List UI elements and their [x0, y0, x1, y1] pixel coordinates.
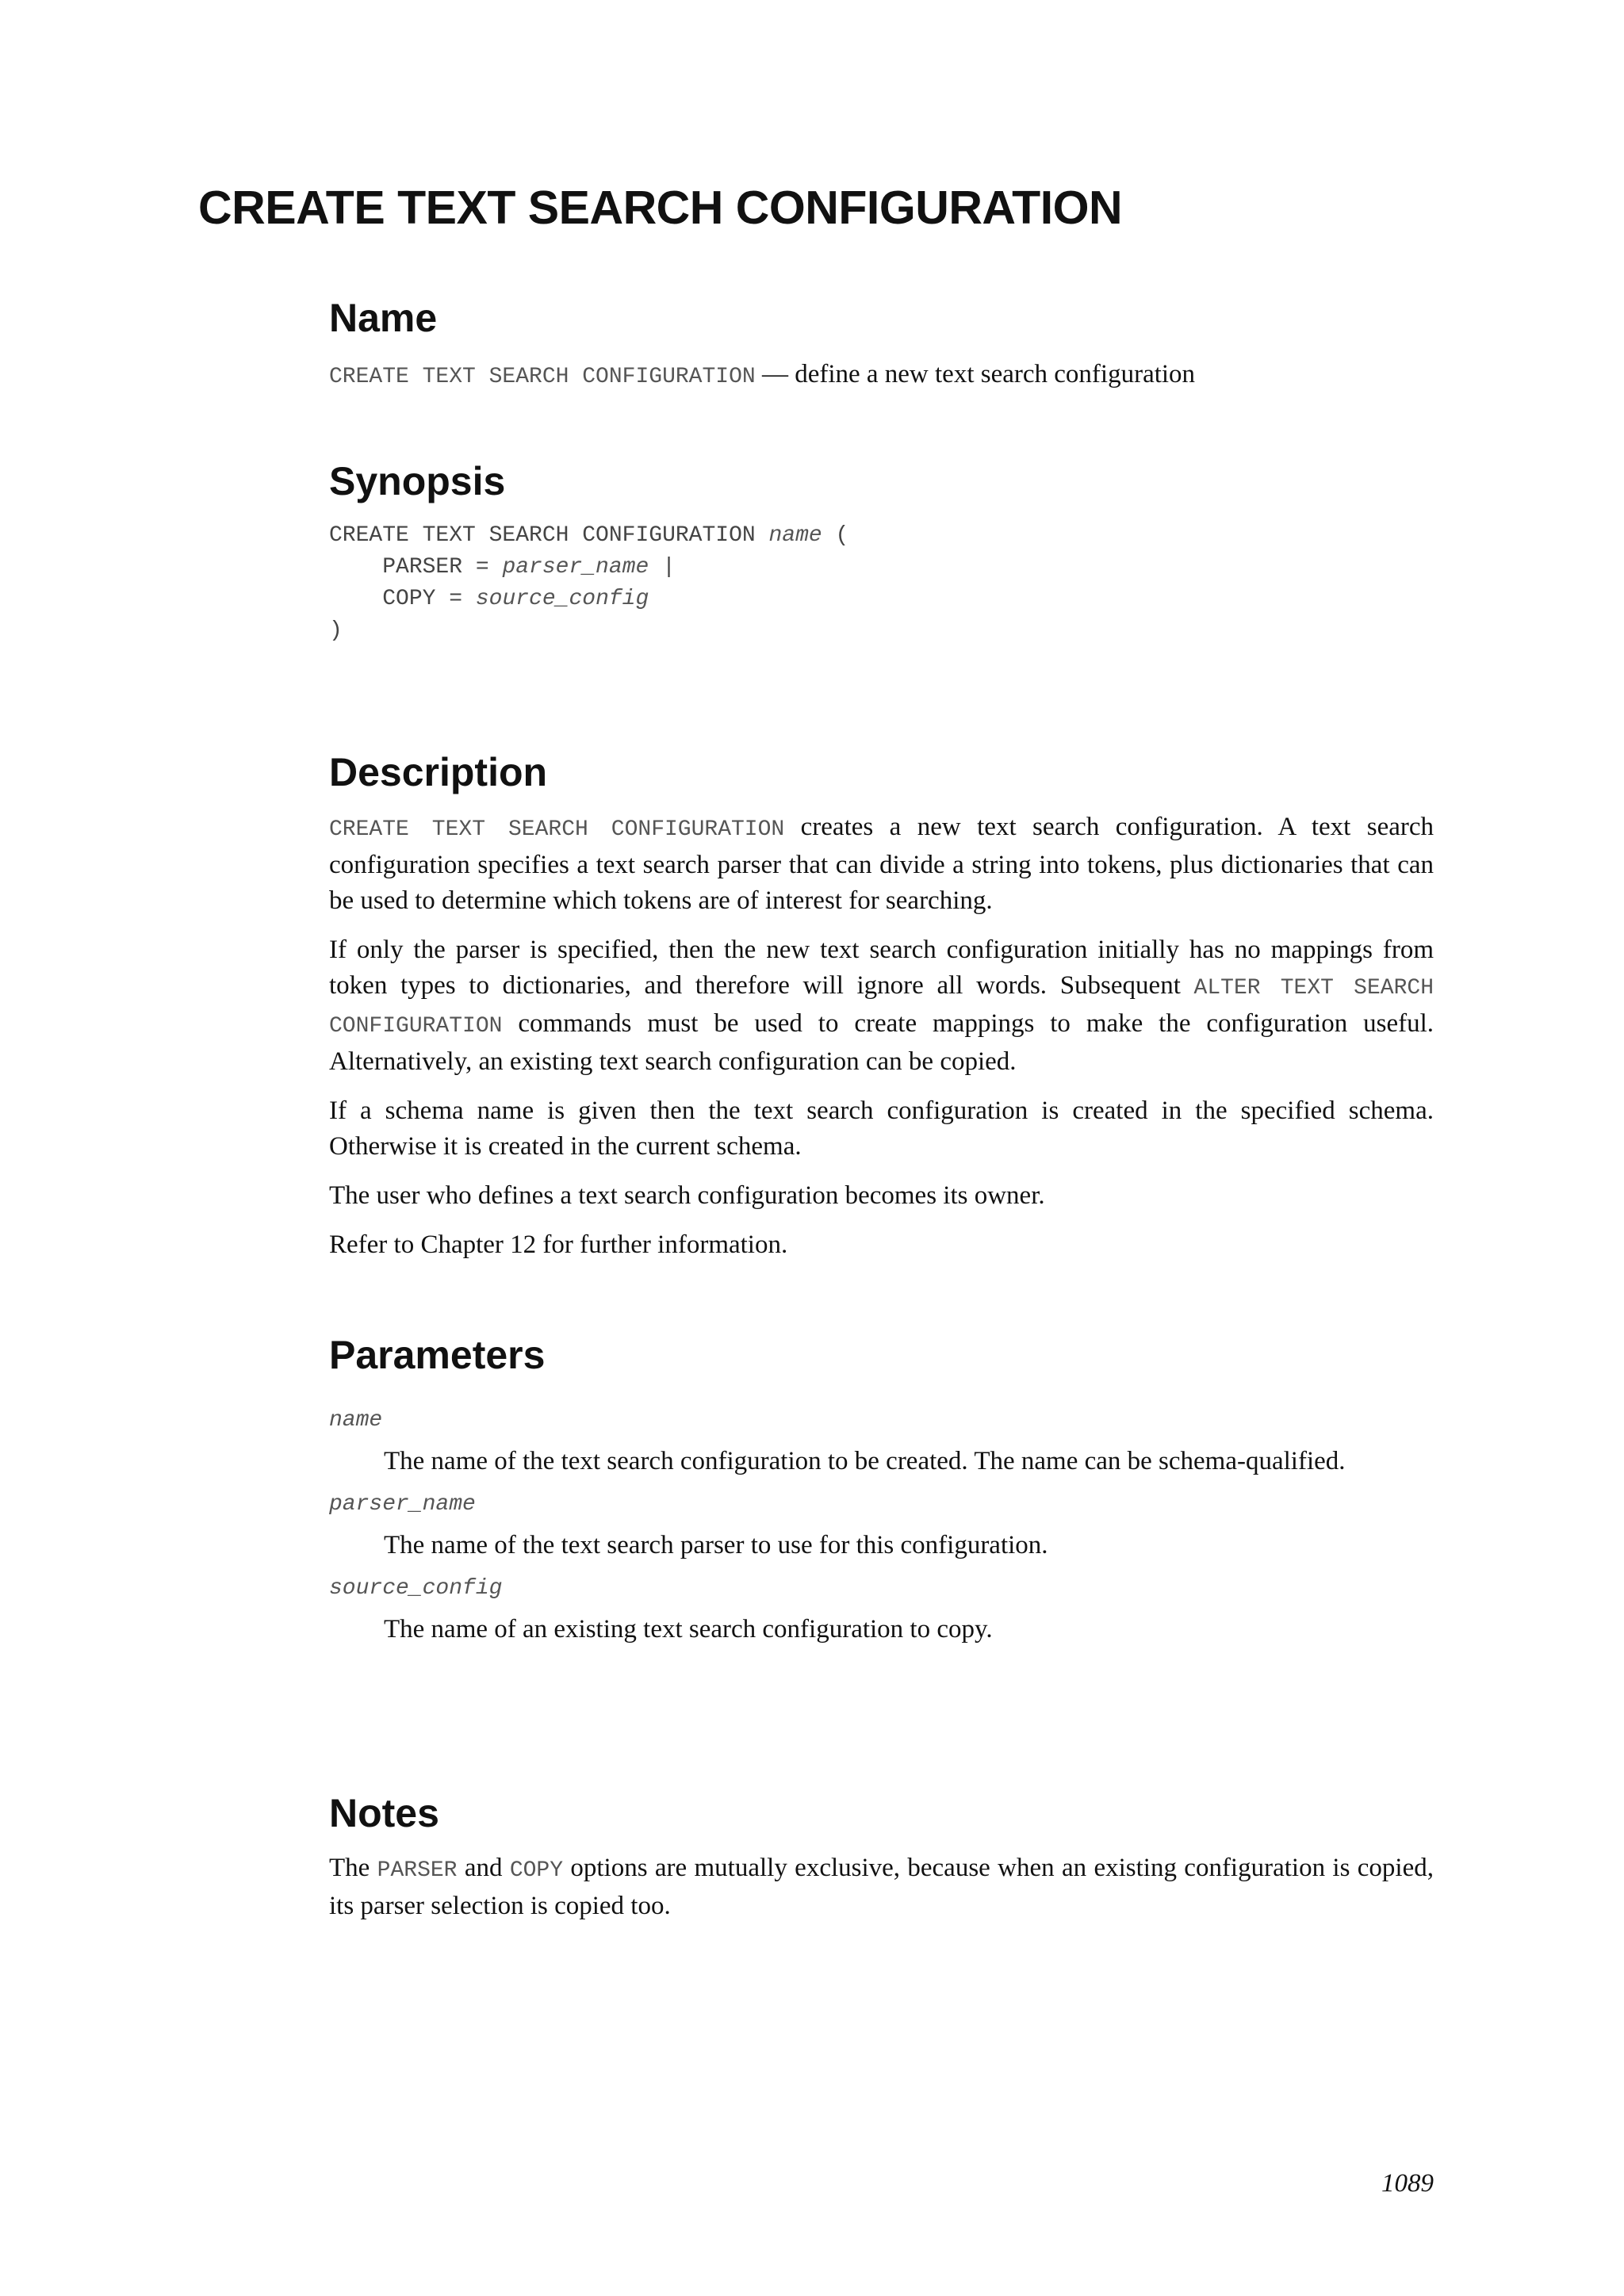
synopsis-parser-name-placeholder: parser_name — [502, 555, 649, 580]
parameter-term-name: name — [329, 1408, 383, 1433]
description-paragraph-5: Refer to Chapter 12 for further information. — [329, 1230, 788, 1259]
synopsis-line-1-b: ( — [822, 523, 849, 548]
synopsis-line-3-a: COPY = — [329, 587, 476, 611]
name-heading: Name — [329, 296, 438, 340]
notes-text-c: options are mutually exclusive, because when an existing configuration is copied, its parser selection is copied too. — [329, 1854, 1434, 1920]
parameters-heading: Parameters — [329, 1333, 546, 1377]
parameters-section — [329, 1332, 1434, 1647]
description-p2-text-a: If only the parser is specified, then the new text search configuration initially has no mappings from token types to dictionaries, and therefore will ignore all words. Subsequent — [329, 936, 1434, 1000]
synopsis-heading: Synopsis — [329, 459, 506, 503]
notes-code-copy: COPY — [509, 1858, 564, 1883]
synopsis-line-1-a: CREATE TEXT SEARCH CONFIGURATION — [329, 523, 769, 548]
description-heading: Description — [329, 750, 548, 794]
description-paragraph-4: The user who defines a text search configuration becomes its owner. — [329, 1181, 1045, 1210]
parameter-description-parser-name: The name of the text search parser to use for this configuration. — [384, 1531, 1048, 1559]
synopsis-source-config-placeholder: source_config — [475, 587, 649, 611]
parameter-description-source-config: The name of an existing text search configuration to copy. — [384, 1615, 993, 1644]
description-p2-code: ALTER TEXT SEARCH CONFIGURATION — [329, 976, 1434, 1039]
page-title: CREATE TEXT SEARCH CONFIGURATION — [198, 182, 1123, 234]
parameter-term-parser-name: parser_name — [329, 1492, 476, 1517]
notes-section — [329, 1790, 1434, 1924]
notes-text-b: and — [457, 1854, 510, 1882]
synopsis-line-3 — [329, 584, 1434, 615]
notes-heading: Notes — [329, 1791, 439, 1835]
parameter-term-source-config: source_config — [329, 1576, 503, 1601]
synopsis-line-2-a: PARSER = — [329, 555, 503, 580]
parameter-description-name: The name of the text search configuration to be created. The name can be schema-qualified. — [384, 1447, 1346, 1475]
description-p1-text: creates a new text search configuration. A text search configuration specifies a text search parser that can divide a string into tokens, plus dictionaries that can be used to determine which tokens are of interest for searching. — [329, 813, 1434, 915]
notes-code-parser: PARSER — [377, 1858, 458, 1883]
notes-text-a: The — [329, 1854, 377, 1882]
synopsis-line-1 — [329, 520, 1434, 552]
name-summary-text: — define a new text search configuration — [755, 360, 1196, 388]
synopsis-section — [329, 458, 1434, 647]
description-section — [329, 749, 1434, 1263]
parameter-list — [329, 1408, 1434, 1647]
synopsis-name-placeholder: name — [768, 523, 822, 548]
description-paragraph-3: If a schema name is given then the text search configuration is created in the specified schema. Otherwise it is created in the current schema. — [329, 1096, 1434, 1161]
description-paragraph-2 — [329, 932, 1434, 1080]
notes-paragraph — [329, 1850, 1434, 1924]
name-section — [329, 295, 1434, 395]
synopsis-line-2-b: | — [649, 555, 676, 580]
name-command: CREATE TEXT SEARCH CONFIGURATION — [329, 365, 756, 389]
name-summary — [329, 357, 1434, 395]
synopsis-code-block — [329, 520, 1434, 647]
description-p2-text-b: commands must be used to create mappings to make the configuration useful. Alternatively, an existing text search configuration can be copied. — [329, 1009, 1434, 1076]
page-number: 1089 — [1381, 2169, 1434, 2198]
synopsis-line-2 — [329, 552, 1434, 584]
description-p1-code: CREATE TEXT SEARCH CONFIGURATION — [329, 817, 785, 842]
description-paragraph-1 — [329, 809, 1434, 919]
synopsis-line-4: ) — [329, 618, 343, 643]
